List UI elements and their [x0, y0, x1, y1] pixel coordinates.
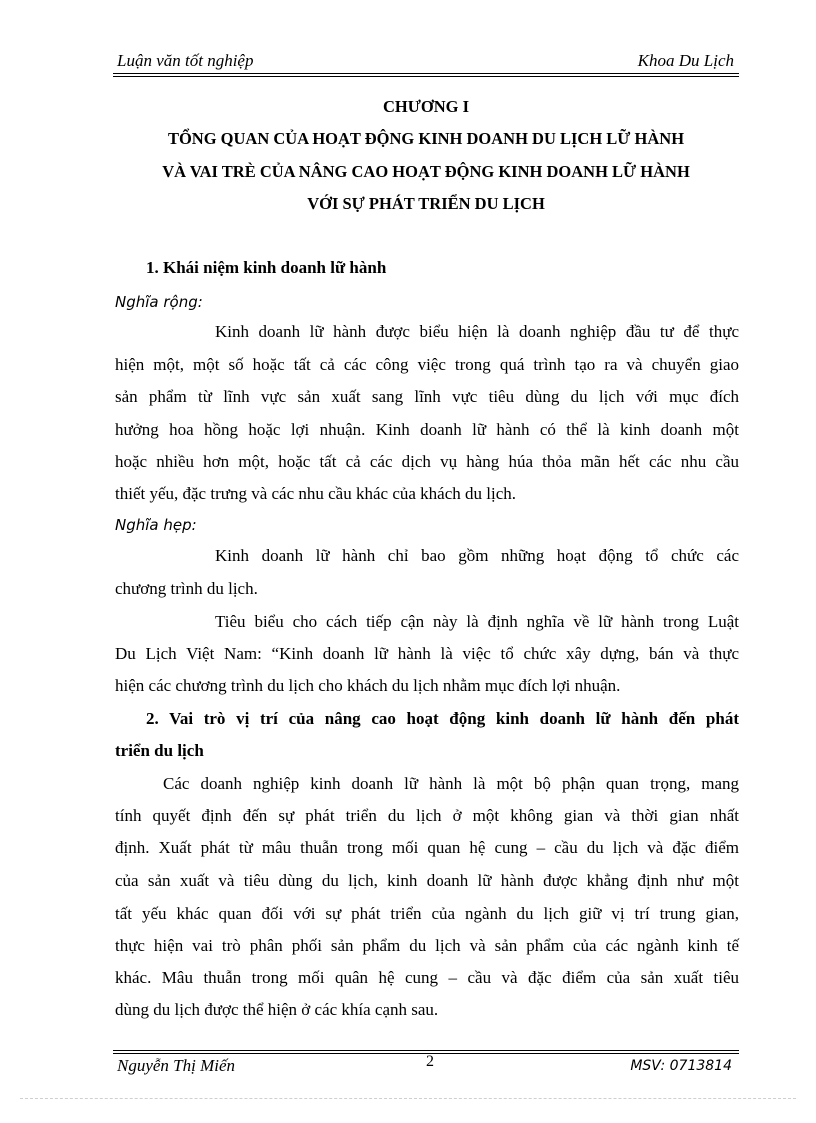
broad-meaning-label: Nghĩa rộng:: [115, 293, 203, 311]
paragraph-line: Kinh doanh lữ hành được biểu hiện là doanh nghiệp đầu tư để thực: [215, 322, 739, 341]
paragraph-line: sản phẩm từ lĩnh vực sản xuất sang lĩnh vực tiêu dùng du lịch với mục đích: [115, 387, 739, 406]
paragraph-line: hiện một, một số hoặc tất cả các công việc trong quá trình tạo ra và chuyển giao: [115, 355, 739, 374]
footer-student-id: MSV: 0713814: [630, 1058, 732, 1074]
paragraph-line: thực hiện vai trò phân phối sản phẩm du lịch và sản phẩm của các ngành kinh tế: [115, 936, 739, 955]
header-thesis-label: Luận văn tốt nghiệp: [117, 51, 254, 70]
chapter-number: CHƯƠNG I: [382, 97, 469, 116]
paragraph-line: Kinh doanh lữ hành chỉ bao gồm những hoạt động tổ chức các: [215, 546, 739, 565]
header-rule-double: [113, 76, 739, 77]
footer-author: Nguyễn Thị Miến: [117, 1056, 236, 1075]
paragraph-line: định. Xuất phát từ mâu thuẫn trong mối quan hệ cung – cầu du lịch và đặc điểm: [115, 838, 739, 857]
paragraph-line: của sản xuất và tiêu dùng du lịch, kinh doanh lữ hành được khẳng định như một: [115, 871, 739, 890]
section-heading-1: 1. Khái niệm kinh doanh lữ hành: [146, 258, 387, 277]
chapter-title-line-2: VÀ VAI TRÈ CỦA NÂNG CAO HOẠT ĐỘNG KINH DOANH LỮ HÀNH: [162, 162, 690, 181]
paragraph-line: dùng du lịch được thể hiện ở các khía cạnh sau.: [115, 1000, 439, 1019]
paragraph-line: hoặc nhiều hơn một, hoặc tất cả các dịch vụ hàng húa thỏa mãn hết các nhu cầu: [115, 452, 739, 471]
paragraph-line: Du Lịch Việt Nam: “Kinh doanh lữ hành là việc tổ chức xây dựng, bán và thực: [115, 644, 739, 663]
paragraph-line: thiết yếu, đặc trưng và các nhu cầu khác của khách du lịch.: [115, 484, 516, 503]
page-number: 2: [426, 1053, 434, 1070]
chapter-title-line-3: VỚI SỰ PHÁT TRIỂN DU LỊCH: [307, 194, 545, 213]
header-faculty-label: Khoa Du Lịch: [637, 51, 734, 70]
chapter-title-line-1: TỔNG QUAN CỦA HOẠT ĐỘNG KINH DOANH DU LỊCH LỮ HÀNH: [167, 129, 685, 148]
paragraph-line: Tiêu biểu cho cách tiếp cận này là định nghĩa về lữ hành trong Luật: [215, 612, 739, 631]
section-heading-2: 2. Vai trò vị trí của nâng cao hoạt động kinh doanh lữ hành đến phát: [146, 709, 739, 728]
paragraph-line: chương trình du lịch.: [115, 579, 258, 598]
paragraph-line: Các doanh nghiệp kinh doanh lữ hành là một bộ phận quan trọng, mang: [163, 774, 739, 793]
narrow-meaning-label: Nghĩa hẹp:: [115, 516, 197, 534]
header-rule: [113, 73, 739, 74]
page-break-line: [20, 1098, 796, 1099]
paragraph-line: tính quyết định đến sự phát triển du lịch ở một không gian và thời gian nhất: [115, 806, 739, 825]
section-heading-2-cont: triển du lịch: [115, 741, 204, 760]
footer-rule: [113, 1050, 739, 1051]
paragraph-line: hiện các chương trình du lịch cho khách du lịch nhằm mục đích lợi nhuận.: [115, 676, 621, 695]
paragraph-line: khác. Mâu thuẫn trong mối quân hệ cung – cầu và đặc điểm của sản xuất tiêu: [115, 968, 739, 987]
paragraph-line: hưởng hoa hồng hoặc lợi nhuận. Kinh doanh lữ hành có thể là kinh doanh một: [115, 420, 739, 439]
paragraph-line: tất yếu khác quan đối với sự phát triển của ngành du lịch giữ vị trí trung gian,: [115, 904, 739, 923]
